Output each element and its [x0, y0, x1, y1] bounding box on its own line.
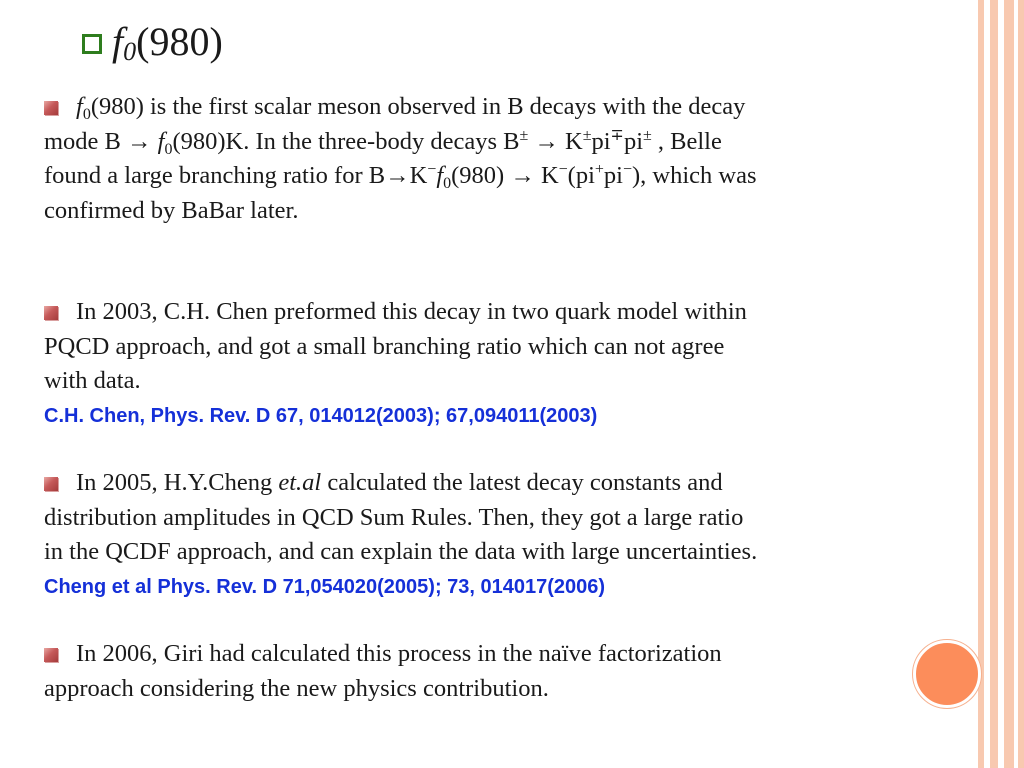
- italic-f: f: [436, 162, 444, 189]
- text-run: pi: [603, 162, 623, 189]
- subscript: 0: [443, 175, 452, 192]
- text-run: → K: [528, 127, 583, 155]
- superscript: +: [594, 161, 604, 178]
- text-run: pi: [591, 127, 611, 155]
- text-line: distribution amplitudes in QCD Sum Rules. Then, they got a large ratio: [44, 503, 744, 531]
- bullet-icon: [44, 648, 58, 662]
- text-run: pi: [623, 127, 643, 155]
- italic-f: f: [157, 127, 165, 155]
- bullet-icon: [44, 477, 58, 491]
- superscript: −: [427, 161, 437, 178]
- decorative-stripe: [1018, 0, 1024, 768]
- text-line: [44, 295, 974, 330]
- bullet-icon: [44, 306, 58, 320]
- text-run: (980) → K: [451, 162, 559, 189]
- superscript: −: [622, 161, 633, 178]
- decorative-stripe: [990, 0, 998, 768]
- reference-chen: C.H. Chen, Phys. Rev. D 67, 014012(2003); 67,094011(2003): [44, 405, 598, 427]
- text-run: , Belle: [651, 127, 722, 155]
- paragraph-cheng-2005: [44, 466, 974, 570]
- text-run: calculated the latest decay constants and: [321, 469, 723, 496]
- text-run: In 2003, C.H. Chen preformed this decay in two quark model within: [76, 298, 747, 325]
- superscript: ±: [519, 126, 529, 144]
- slide-title: [82, 14, 223, 70]
- text-line: approach considering the new physics contribution.: [44, 674, 549, 702]
- text-run: mode B →: [44, 127, 158, 155]
- text-line: in the QCDF approach, and can explain the data with large uncertainties.: [44, 538, 758, 565]
- text-run: (980)K. In the three-body decays B: [172, 127, 520, 155]
- subscript: 0: [82, 106, 91, 123]
- text-line: [44, 125, 974, 160]
- subscript: 0: [164, 140, 173, 158]
- paragraph-giri-2006: [44, 637, 974, 706]
- decorative-stripe: [978, 0, 984, 768]
- italic-text: et.al: [278, 469, 322, 496]
- decorative-stripe: [1004, 0, 1014, 768]
- text-line: PQCD approach, and got a small branching ratio which can not agree: [44, 332, 725, 360]
- bullet-icon: [44, 101, 58, 115]
- text-line: [44, 90, 974, 125]
- italic-f: f: [76, 93, 83, 120]
- text-line: with data.: [44, 367, 141, 394]
- text-line: [44, 466, 974, 501]
- superscript: −: [558, 161, 568, 178]
- text-run: (pi: [567, 162, 595, 189]
- text-run: found a large branching ratio for B→K: [44, 162, 428, 189]
- text-run: ), which was: [632, 162, 757, 189]
- paragraph-chen-2003: [44, 295, 974, 399]
- reference-cheng: Cheng et al Phys. Rev. D 71,054020(2005); 73, 014017(2006): [44, 576, 606, 598]
- text-run: (980) is the first scalar meson observed in B decays with the decay: [90, 93, 746, 120]
- text-line: confirmed by BaBar later.: [44, 196, 299, 224]
- text-line: [44, 637, 974, 672]
- superscript: ∓: [610, 126, 624, 144]
- paragraph-f0-intro: [44, 90, 974, 228]
- superscript: ±: [643, 126, 652, 144]
- title-f: f: [112, 19, 124, 64]
- title-subscript: 0: [123, 37, 137, 66]
- square-bullet-icon: [82, 34, 102, 54]
- title-rest: (980): [136, 19, 223, 64]
- text-run: In 2006, Giri had calculated this process in the naïve factorization: [76, 640, 722, 667]
- superscript: ±: [582, 126, 592, 144]
- text-line: [44, 159, 974, 194]
- decorative-circle: [913, 640, 981, 708]
- text-run: In 2005, H.Y.Cheng: [76, 469, 279, 496]
